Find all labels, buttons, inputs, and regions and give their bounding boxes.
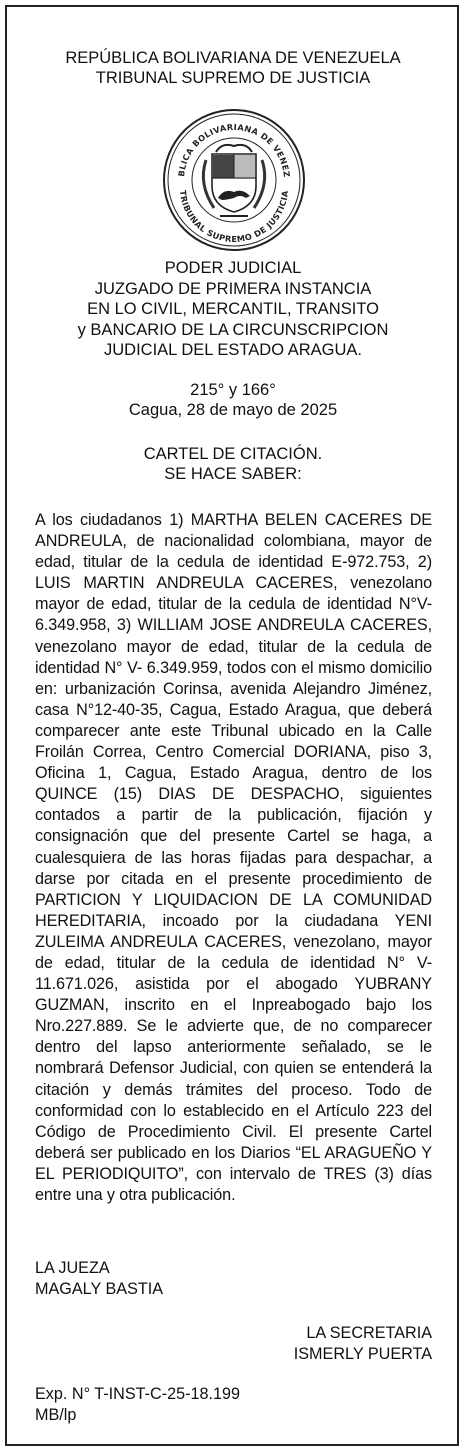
- date-block: [0, 380, 466, 420]
- court-line: EN LO CIVIL, MERCANTIL, TRANSITO: [87, 300, 379, 318]
- cartel-title: CARTEL DE CITACIÓN.: [143, 445, 323, 463]
- years-of-independence: 215° y 166°: [190, 381, 276, 399]
- header: [0, 48, 466, 88]
- cartel-subtitle: SE HACE SABER:: [164, 465, 302, 483]
- initials: MB/lp: [35, 1406, 77, 1424]
- judge-signature: [35, 1258, 163, 1300]
- tsj-seal: [162, 108, 306, 252]
- citation-body: A los ciudadanos 1) MARTHA BELEN CACERES DE ANDREULA, de nacionalidad colombiana, mayor de edad, titular de la cedula de identidad E-972.753, 2) LUIS MARTIN ANDREULA CACERES, venezolano mayor de edad, titular de la cedula de identidad N°V-6.349.958, 3) WILLIAM JOSE ANDREULA CACERES, venezolano mayor de edad, titular de la cedula de identidad N° V- 6.349.959, todos con el mismo domicilio en: urbanización Corinsa, avenida Alejandro Jiménez, casa N°12-40-35, Cagua, Estado Aragua, que deberá comparecer ante este Tribunal ubicado en la Calle Froilán Correa, Centro Comercial DORIANA, piso 3, Oficina 1, Cagua, Estado Aragua, dentro de los QUINCE (15) DIAS DE DESPACHO, siguientes contados a partir de la publicación, fijación y consignación que del presente Cartel se haga, a cualesquiera de las horas fijadas para despachar, a darse por citada en el presente procedimiento de PARTICION Y LIQUIDACION DE LA COMUNIDAD HEREDITARIA, incoado por la ciudadana YENI ZULEIMA ANDREULA CACERES, venezolano, mayor de edad, titular de la cedula de identidad N° V-11.671.026, asistida por el abogado YUBRANY GUZMAN, inscrito en el Inpreabogado bajo los Nro.227.889. Se le advierte que, de no comparecer dentro del lapso anteriormente señalado, se le nombrará Defensor Judicial, con quien se entenderá la citación y demás trámites del proceso. Todo de conformidad con lo establecido en el Artículo 223 del Código de Procedimiento Civil. El presente Cartel deberá ser publicado en los Diarios “EL ARAGUEÑO Y EL PERIODIQUITO”, con intervalo de TRES (3) días entre una y otra publicación.: [35, 511, 432, 1204]
- court-line: PODER JUDICIAL: [164, 259, 302, 277]
- secretary-signature: [294, 1323, 432, 1365]
- judge-title: LA JUEZA: [35, 1259, 110, 1277]
- court-line: JUDICIAL DEL ESTADO ARAGUA.: [104, 341, 362, 359]
- court-name: [0, 258, 466, 361]
- header-republic: REPÚBLICA BOLIVARIANA DE VENEZUELA: [65, 49, 401, 67]
- secretary-title: LA SECRETARIA: [306, 1324, 432, 1342]
- cartel-heading: [0, 444, 466, 484]
- place-and-date: Cagua, 28 de mayo de 2025: [128, 401, 338, 419]
- judge-name: MAGALY BASTIA: [35, 1280, 164, 1298]
- court-line: y BANCARIO DE LA CIRCUNSCRIPCION: [77, 320, 389, 339]
- coat-of-arms-seal-icon: [162, 108, 306, 252]
- court-line: JUZGADO DE PRIMERA INSTANCIA: [94, 279, 372, 298]
- seal-bottom-text: TRIBUNAL SUPREMO DE JUSTICIA: [177, 189, 291, 245]
- header-tribunal: TRIBUNAL SUPREMO DE JUSTICIA: [95, 69, 371, 87]
- case-reference: [35, 1384, 240, 1426]
- seal-top-text: BLICA BOLIVARIANA DE VENEZ: [176, 121, 292, 178]
- secretary-name: ISMERLY PUERTA: [293, 1345, 432, 1363]
- expediente-number: Exp. N° T-INST-C-25-18.199: [35, 1385, 240, 1403]
